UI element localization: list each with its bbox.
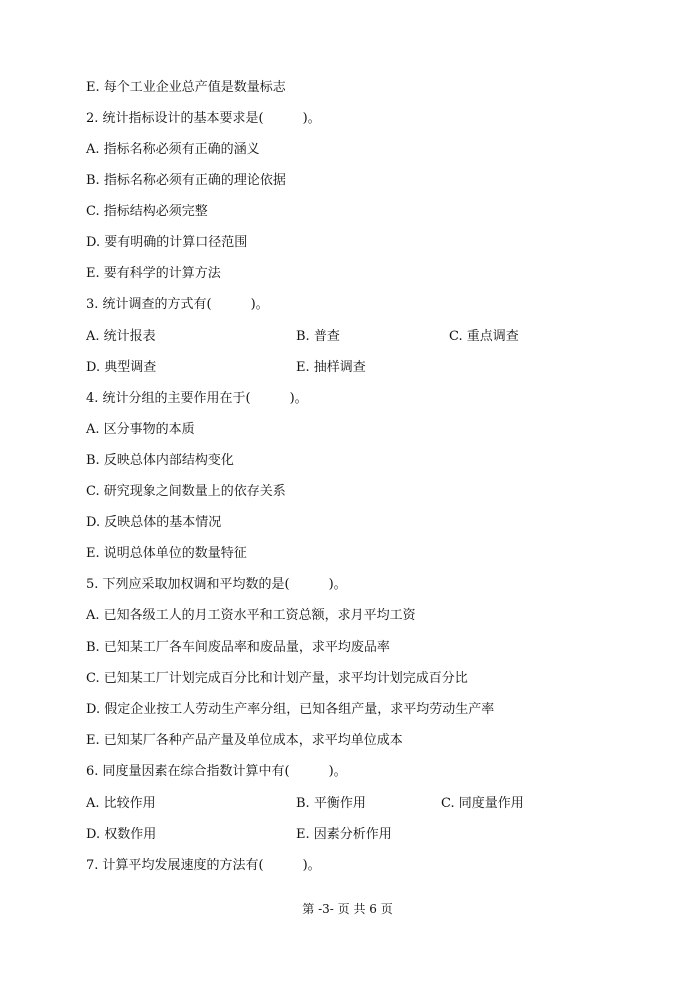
q5-option-e: E. 已知某厂各种产品产量及单位成本，求平均单位成本: [86, 733, 403, 748]
q2-option-a: A. 指标名称必须有正确的涵义: [86, 142, 260, 157]
q1-option-e: E. 每个工业企业总产值是数量标志: [86, 80, 286, 95]
q3-option-a: A. 统计报表: [86, 329, 156, 344]
q3-option-e: E. 抽样调查: [296, 360, 366, 375]
q2-option-b: B. 指标名称必须有正确的理论依据: [86, 173, 286, 188]
q3-option-b: B. 普查: [296, 329, 340, 344]
q2-option-d: D. 要有明确的计算口径范围: [86, 235, 248, 250]
q5-option-c: C. 已知某工厂计划完成百分比和计划产量，求平均计划完成百分比: [86, 671, 468, 686]
q6-option-e: E. 因素分析作用: [296, 827, 392, 842]
q6-stem: 6. 同度量因素在综合指数计算中有( )。: [86, 764, 347, 779]
q4-stem: 4. 统计分组的主要作用在于( )。: [86, 391, 308, 406]
q4-option-d: D. 反映总体的基本情况: [86, 515, 222, 530]
q6-option-b: B. 平衡作用: [296, 796, 366, 811]
q7-stem: 7. 计算平均发展速度的方法有( )。: [86, 858, 321, 873]
q3-option-c: C. 重点调查: [449, 329, 519, 344]
q6-option-c: C. 同度量作用: [441, 796, 524, 811]
q5-option-d: D. 假定企业按工人劳动生产率分组，已知各组产量，求平均劳动生产率: [86, 702, 495, 717]
q4-option-a: A. 区分事物的本质: [86, 422, 195, 437]
q2-option-c: C. 指标结构必须完整: [86, 204, 208, 219]
q3-option-d: D. 典型调查: [86, 360, 157, 375]
q6-option-d: D. 权数作用: [86, 827, 157, 842]
q4-option-b: B. 反映总体内部结构变化: [86, 453, 234, 468]
q5-option-b: B. 已知某工厂各车间废品率和废品量，求平均废品率: [86, 640, 390, 655]
q2-stem: 2. 统计指标设计的基本要求是( )。: [86, 111, 321, 126]
q5-option-a: A. 已知各级工人的月工资水平和工资总额，求月平均工资: [86, 608, 416, 623]
q3-stem: 3. 统计调查的方式有( )。: [86, 297, 269, 312]
q4-option-e: E. 说明总体单位的数量特征: [86, 546, 247, 561]
q5-stem: 5. 下列应采取加权调和平均数的是( )。: [86, 577, 347, 592]
q6-option-a: A. 比较作用: [86, 796, 156, 811]
q4-option-c: C. 研究现象之间数量上的依存关系: [86, 484, 286, 499]
page-footer: 第 -3- 页 共 6 页: [302, 902, 393, 916]
q2-option-e: E. 要有科学的计算方法: [86, 266, 221, 281]
